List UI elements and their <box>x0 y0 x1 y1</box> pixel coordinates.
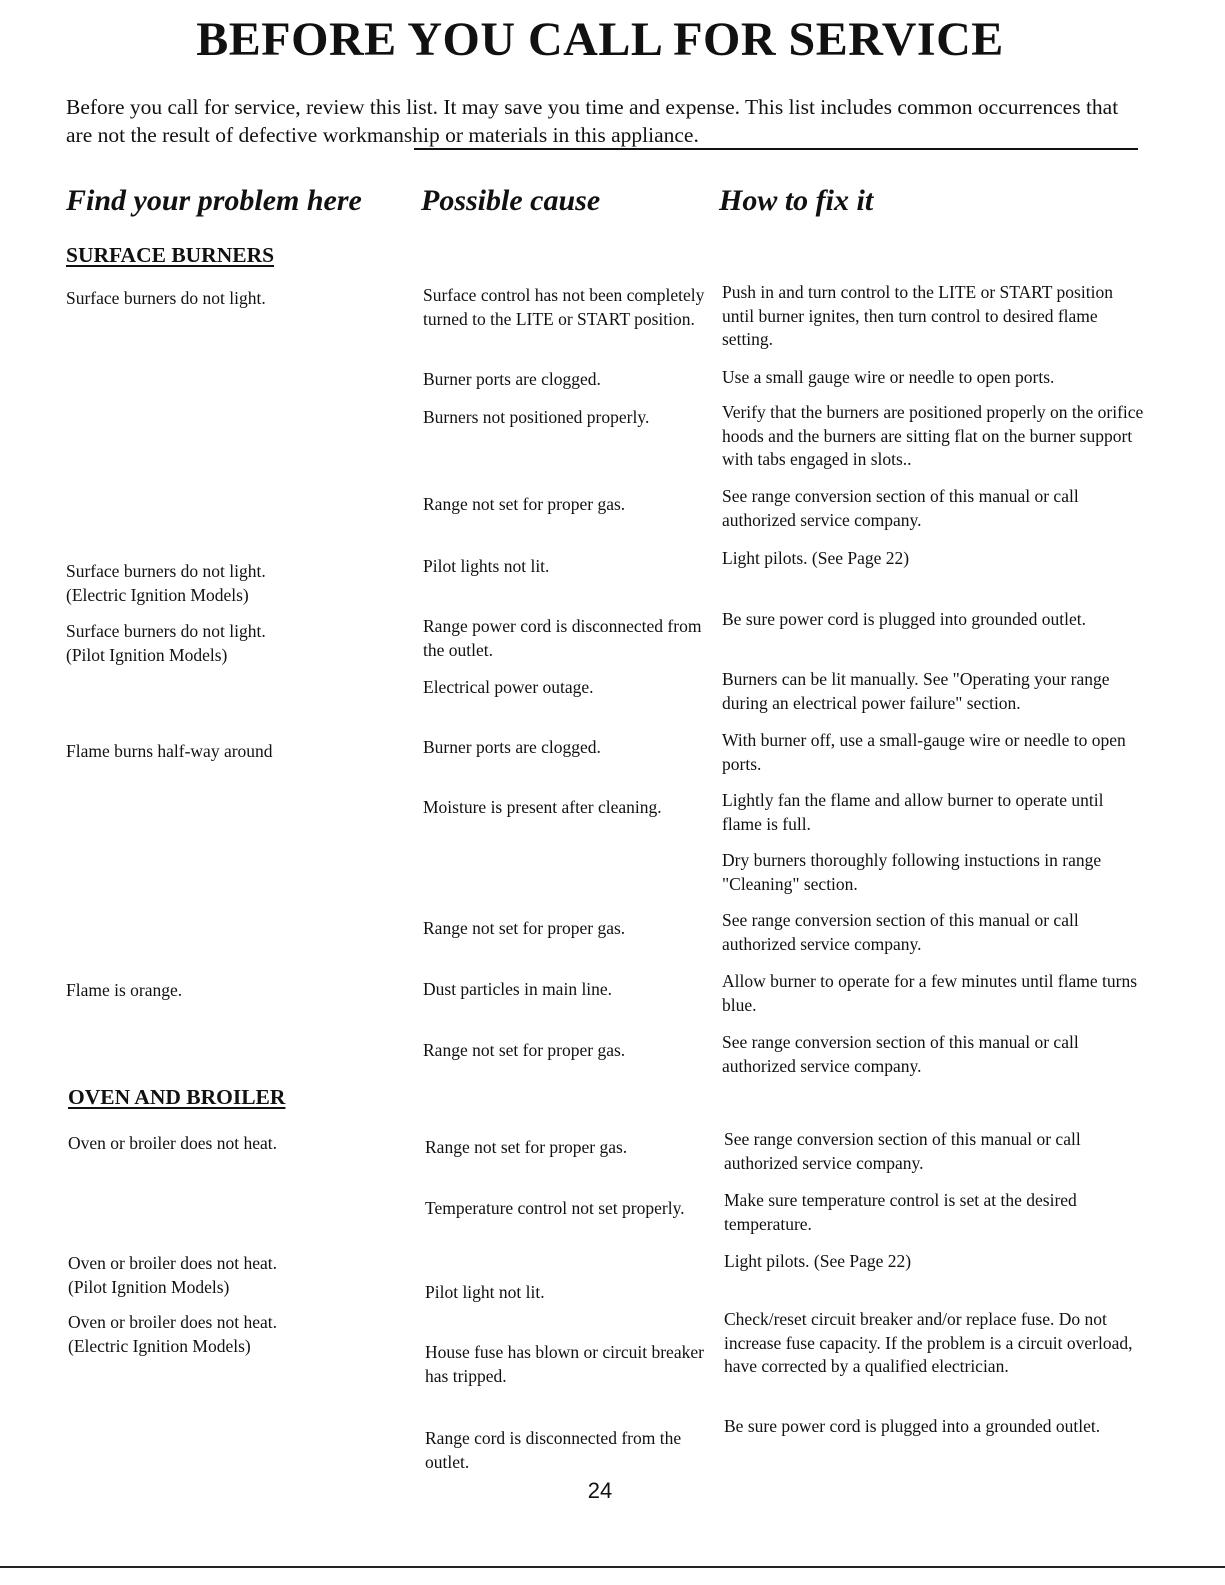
cause-cell: Pilot lights not lit. <box>423 556 550 576</box>
fix-cell: With burner off, use a small-gauge wire or needle to open ports. <box>722 730 1126 774</box>
bottom-rule <box>0 1566 1225 1568</box>
fix-cell: Make sure temperature control is set at the desired temperature. <box>724 1190 1077 1234</box>
page-number: 24 <box>587 1478 613 1503</box>
fix-cell: Use a small gauge wire or needle to open ports. <box>722 367 1055 387</box>
intro-underline <box>414 148 1138 150</box>
problem-cell: Surface burners do not light. (Electric Ignition Models) <box>66 561 266 605</box>
fix-cell: Push in and turn control to the LITE or START position until burner ignites, then turn control to desired flame setting. <box>722 282 1113 349</box>
cause-cell: Dust particles in main line. <box>423 979 613 999</box>
fix-cell: See range conversion section of this manual or call authorized service company. <box>724 1129 1081 1173</box>
problem-cell: Surface burners do not light. (Pilot Ignition Models) <box>66 621 266 665</box>
cause-cell: Burners not positioned properly. <box>423 407 650 427</box>
fix-cell: See range conversion section of this manual or call authorized service company. <box>722 910 1079 954</box>
cause-cell: Burner ports are clogged. <box>423 737 601 757</box>
fix-cell: Burners can be lit manually. See "Operating your range during an electrical power failure" section. <box>722 669 1110 713</box>
fix-cell: Light pilots. (See Page 22) <box>722 548 910 568</box>
problem-cell: Flame is orange. <box>66 980 183 1000</box>
cause-cell: Moisture is present after cleaning. <box>423 797 662 817</box>
column-heading-cause: Possible cause <box>421 184 601 217</box>
cause-cell: Range cord is disconnected from the outlet. <box>425 1428 682 1472</box>
fix-cell: Dry burners thoroughly following instuctions in range "Cleaning" section. <box>722 850 1102 894</box>
problem-cell: Oven or broiler does not heat. <box>68 1133 277 1153</box>
problem-cell: Oven or broiler does not heat. (Electric Ignition Models) <box>68 1312 277 1356</box>
fix-cell: Lightly fan the flame and allow burner to operate until flame is full. <box>722 790 1104 834</box>
fix-cell: Check/reset circuit breaker and/or replace fuse. Do not increase fuse capacity. If the problem is a circuit overload, have corrected by a qualified electrician. <box>724 1309 1133 1376</box>
cause-cell: Temperature control not set properly. <box>425 1198 685 1218</box>
problem-cell: Oven or broiler does not heat. (Pilot Ignition Models) <box>68 1253 277 1297</box>
fix-cell: See range conversion section of this manual or call authorized service company. <box>722 486 1079 530</box>
section-heading-surface-burners: SURFACE BURNERS <box>66 243 275 267</box>
column-heading-fix: How to fix it <box>719 184 874 217</box>
problem-cell: Flame burns half-way around <box>66 741 273 761</box>
fix-cell: Allow burner to operate for a few minutes until flame turns blue. <box>722 971 1138 1015</box>
problem-cell: Surface burners do not light. <box>66 288 266 308</box>
cause-cell: Range not set for proper gas. <box>423 1040 626 1060</box>
fix-cell: Verify that the burners are positioned properly on the orifice hoods and the burners are sitting flat on the burner support with tabs engaged in slots.. <box>722 402 1144 469</box>
fix-cell: Be sure power cord is plugged into a grounded outlet. <box>724 1416 1101 1436</box>
cause-cell: Surface control has not been completely turned to the LITE or START position. <box>423 285 705 329</box>
cause-cell: Range power cord is disconnected from the outlet. <box>423 616 702 660</box>
fix-cell: See range conversion section of this manual or call authorized service company. <box>722 1032 1079 1076</box>
cause-cell: Range not set for proper gas. <box>423 918 626 938</box>
cause-cell: Burner ports are clogged. <box>423 369 601 389</box>
cause-cell: Range not set for proper gas. <box>423 494 626 514</box>
section-heading-oven-broiler: OVEN AND BROILER <box>68 1085 286 1109</box>
cause-cell: Pilot light not lit. <box>425 1282 545 1302</box>
fix-cell: Be sure power cord is plugged into grounded outlet. <box>722 609 1087 629</box>
cause-cell: House fuse has blown or circuit breaker has tripped. <box>425 1342 704 1386</box>
cause-cell: Electrical power outage. <box>423 677 594 697</box>
cause-cell: Range not set for proper gas. <box>425 1137 628 1157</box>
page-title: BEFORE YOU CALL FOR SERVICE <box>196 13 1004 66</box>
intro-text: Before you call for service, review this list. It may save you time and expense. This list includes common occurrences that are not the result of defective workmanship or materials in this appliance. <box>66 95 1119 147</box>
fix-cell: Light pilots. (See Page 22) <box>724 1251 912 1271</box>
column-heading-problem: Find your problem here <box>66 184 362 217</box>
